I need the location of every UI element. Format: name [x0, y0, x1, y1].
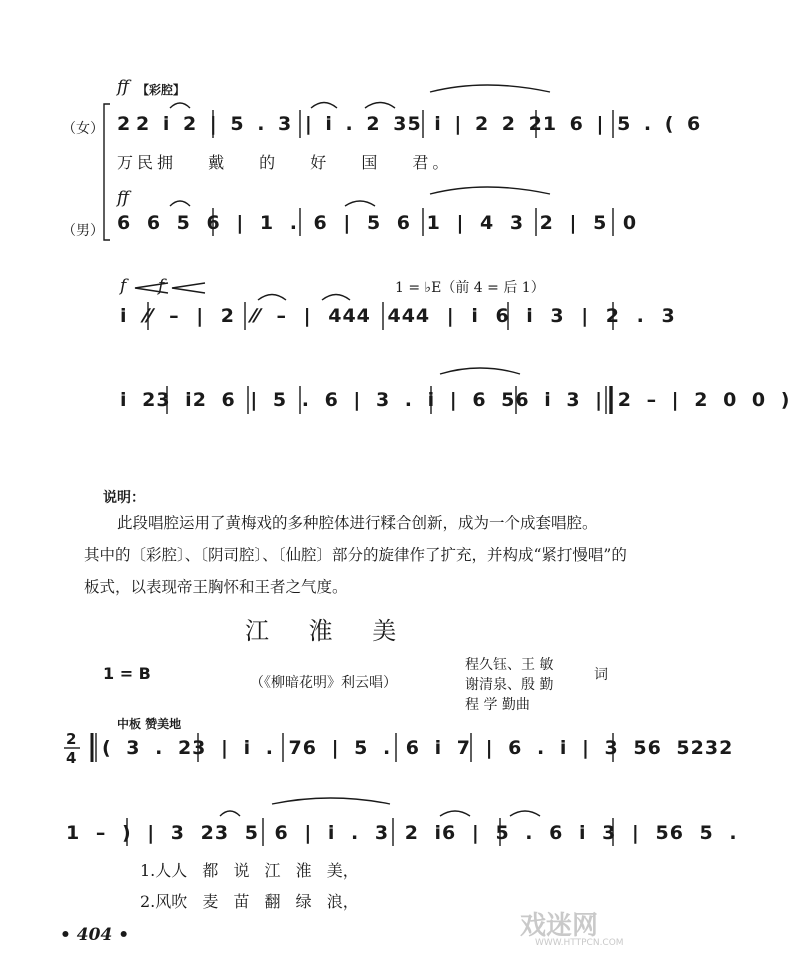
song-singer: （《柳暗花明》利云唱）: [250, 675, 397, 691]
crescendo-hairpin: [135, 283, 168, 293]
slur: [220, 811, 240, 816]
page-number: • 404 •: [60, 925, 130, 945]
system2-notes: i ⁄⁄ – | 2 ⁄⁄ – | 444 444 | i 6 i 3 | 2 . 3: [120, 305, 676, 327]
dynamic-f-1: f: [120, 276, 127, 296]
note-line-2: 其中的〔彩腔〕、〔阴司腔〕、〔仙腔〕部分的旋律作了扩充，并构成“紧打慢唱”的: [84, 546, 627, 564]
intro-notes: ( 3 . 23 | i . 76 | 5 . 6 i 7 | 6 . i | 3 56 5232: [102, 737, 734, 759]
verse-2-lyrics: 2.风吹 麦 苗 翻 绿 浪，: [140, 892, 359, 911]
slur: [440, 368, 520, 374]
credit-lyricist-1: 程久钰、王 敏: [465, 657, 554, 673]
watermark-logo: 戏迷网: [520, 911, 599, 941]
note-line-3: 板式，以表现帝王胸怀和王者之气度。: [84, 578, 348, 596]
female-lyrics: 万民拥 戴 的 好 国 君。: [117, 153, 453, 172]
time-signature-bottom: 4: [66, 749, 77, 767]
slur: [311, 103, 337, 109]
triplet-slur: [258, 295, 286, 301]
female-notes: 2 2 i 2 | 5 . 3 | i . 2 35 i | 2 2 21 6 | 5 . ( 6: [117, 113, 702, 135]
key-change: 1 = ♭E（前 4 = 后 1）: [395, 280, 545, 296]
slur: [170, 201, 190, 206]
slur: [430, 85, 550, 92]
time-signature-top: 2: [66, 730, 77, 748]
verse-notes: 1 – ) | 3 23 5 6 | i . 3 2 i6 | 5 . 6 i 3 | 56 5 .: [66, 822, 738, 844]
watermark-url: WWW.HTTPCN.COM: [535, 938, 624, 948]
male-notes: 6 6 5 6 | 1 . 6 | 5 6 1 | 4 3 2 | 5 0: [117, 212, 638, 234]
dynamic-f-2: f: [158, 276, 165, 296]
slur: [170, 103, 190, 108]
slur: [510, 811, 540, 816]
credit-lyricist-2: 谢清泉、殷 勤: [465, 677, 554, 693]
slur: [440, 811, 470, 816]
song-key: 1 = B: [103, 664, 151, 683]
slur: [345, 201, 375, 206]
slur: [272, 798, 390, 804]
slur: [365, 103, 395, 109]
credit-lyric-word: 词: [594, 667, 608, 683]
note-line-1: 此段唱腔运用了黄梅戏的多种腔体进行糅合创新，成为一个成套唱腔。: [117, 514, 598, 532]
song-title: 江 淮 美: [245, 617, 403, 645]
dynamic-ff: ff: [117, 77, 130, 97]
system-bracket: [104, 104, 110, 240]
crescendo-hairpin: [172, 283, 205, 293]
note-heading: 说明：: [103, 490, 145, 506]
triplet-slur: [322, 295, 350, 301]
female-label: （女）: [62, 121, 104, 137]
system3-notes: i 23 i2 6 | 5 . 6 | 3 . i | 6 56 i 3 | 2 – | 2 0 0 ): [120, 389, 790, 411]
credit-composer: 程 学 勤曲: [465, 697, 530, 713]
style-mark: 【彩腔】: [137, 83, 186, 97]
tempo-mark: 中板 赞美地: [117, 717, 182, 731]
male-dynamic: ff: [117, 188, 130, 208]
verse-1-lyrics: 1.人人 都 说 江 淮 美，: [140, 861, 359, 880]
male-label: （男）: [62, 223, 104, 239]
slur: [430, 187, 550, 194]
